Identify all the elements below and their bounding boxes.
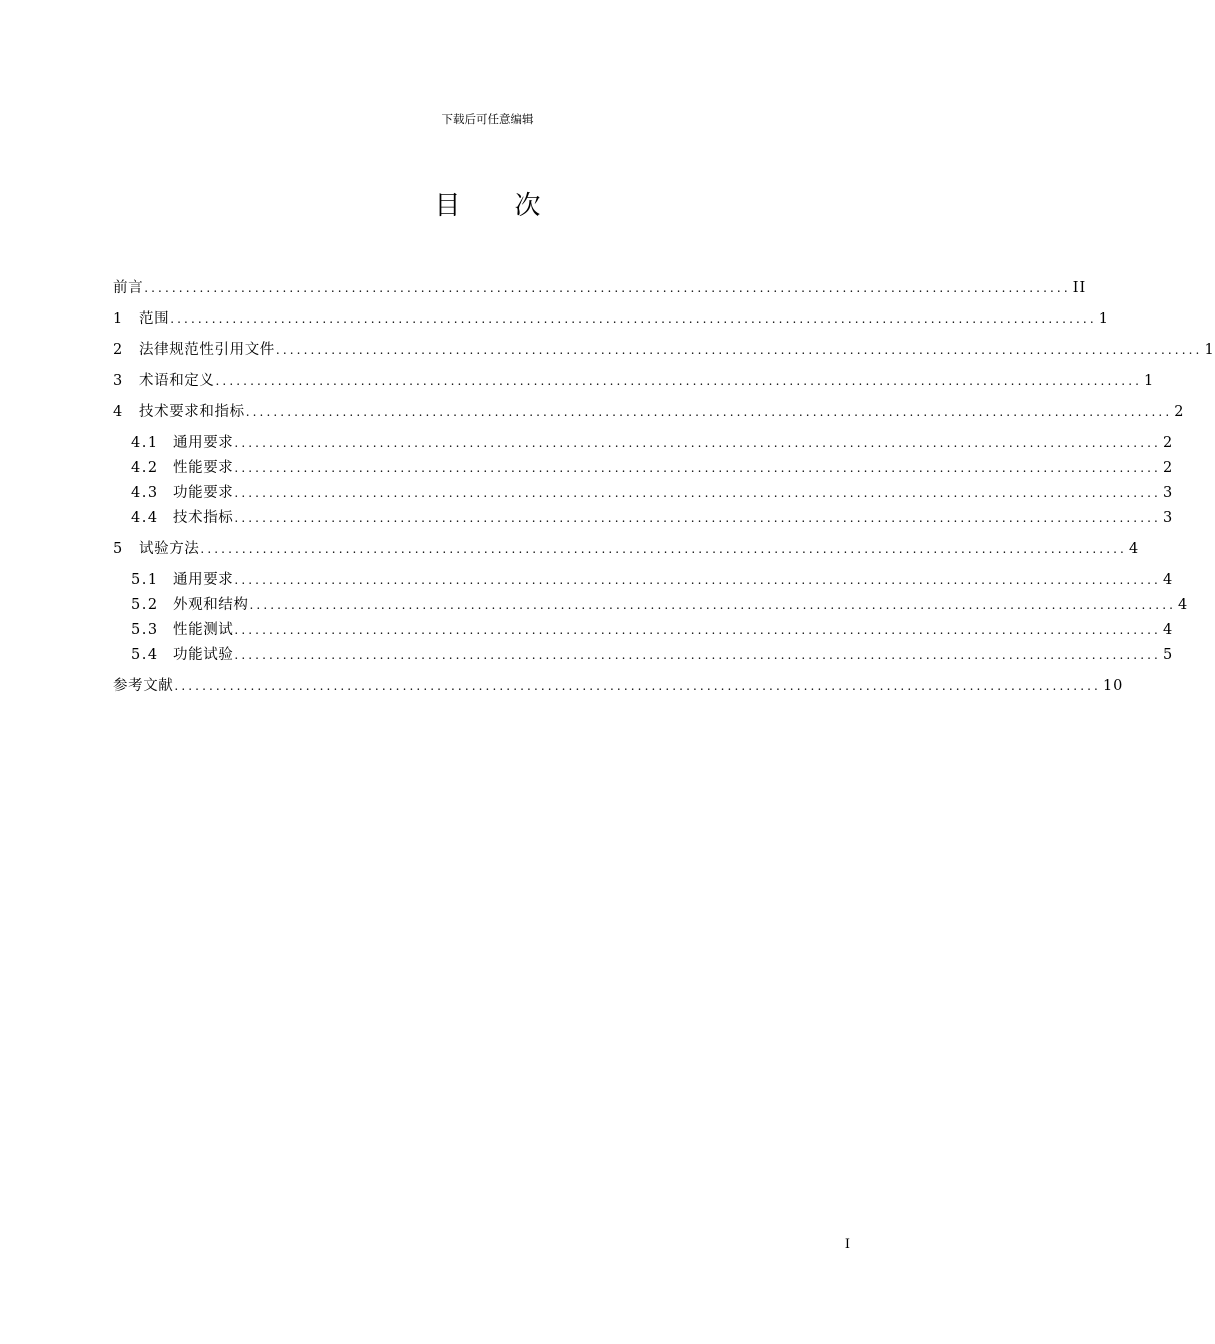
toc-entry-number: 5 xyxy=(113,541,124,557)
toc-entry-label: 性能测试 xyxy=(173,622,234,638)
toc-entry-number: 4.3 xyxy=(131,485,159,501)
toc-entry-label: 前言 xyxy=(113,280,144,296)
toc-entry-4-2[interactable] xyxy=(131,458,1174,478)
toc-entry-number: 1 xyxy=(113,311,124,327)
toc-entry-page: 3 xyxy=(1162,485,1174,501)
toc-leader-dots: ...................................................................................................................................... xyxy=(234,648,1161,662)
toc-entry-page: 1 xyxy=(1144,373,1155,389)
toc-entry-label: 功能试验 xyxy=(173,647,234,663)
toc-leader-dots: ...................................................................................................................................... xyxy=(234,461,1161,475)
toc-leader-dots: ...................................................................................................................................... xyxy=(249,598,1177,612)
toc-entry-4-4[interactable] xyxy=(131,508,1174,528)
toc-entry-label: 法律规范性引用文件 xyxy=(139,342,275,358)
toc-entry-label: 性能要求 xyxy=(173,460,234,476)
toc-entry-label: 通用要求 xyxy=(173,572,234,588)
toc-entry-number: 5.3 xyxy=(131,622,159,638)
toc-entry-page: 4 xyxy=(1178,597,1189,613)
toc-entry-page: 3 xyxy=(1162,510,1174,526)
toc-entry-label: 通用要求 xyxy=(173,435,234,451)
page-number: I xyxy=(844,1237,850,1252)
toc-entry-number: 4.2 xyxy=(131,460,159,476)
toc-leader-dots: ...................................................................................................................................... xyxy=(215,374,1143,388)
toc-entry-5-2[interactable] xyxy=(131,595,1189,615)
toc-leader-dots: ...................................................................................................................................... xyxy=(275,343,1203,357)
toc-entry-page: 4 xyxy=(1162,622,1174,638)
toc-entry-scope[interactable] xyxy=(113,309,1109,329)
header-note: 下载后可任意编辑 xyxy=(441,112,534,126)
toc-entry-page: 1 xyxy=(1204,342,1215,358)
toc-entry-label: 参考文献 xyxy=(113,678,174,694)
toc-entry-page: 4 xyxy=(1162,572,1174,588)
toc-leader-dots: ...................................................................................................................................... xyxy=(234,623,1161,637)
toc-title-char-2: 次 xyxy=(514,191,541,221)
toc-entry-label: 技术指标 xyxy=(173,510,234,526)
toc-entry-page: 2 xyxy=(1162,460,1174,476)
toc-leader-dots: ...................................................................................................................................... xyxy=(234,486,1161,500)
toc-title-char-1: 目 xyxy=(434,191,461,221)
toc-entry-number: 4.4 xyxy=(131,510,159,526)
toc-entry-label: 范围 xyxy=(139,311,170,327)
toc-entry-preface[interactable] xyxy=(113,278,1087,298)
toc-entry-number: 4 xyxy=(113,404,124,420)
toc-entry-page: 2 xyxy=(1174,404,1185,420)
toc-entry-page: 10 xyxy=(1102,678,1124,694)
toc-entry-5-4[interactable] xyxy=(131,645,1174,665)
toc-entry-terms-definitions[interactable] xyxy=(113,371,1155,391)
toc-leader-dots: ...................................................................................................................................... xyxy=(234,573,1161,587)
toc-leader-dots: ...................................................................................................................................... xyxy=(200,542,1127,556)
toc-entry-label: 外观和结构 xyxy=(173,597,249,613)
toc-leader-dots: ...................................................................................................................................... xyxy=(170,312,1097,326)
toc-entry-5-3[interactable] xyxy=(131,620,1174,640)
toc-entry-number: 4.1 xyxy=(131,435,159,451)
toc-entry-page: 4 xyxy=(1128,541,1140,557)
toc-entry-number: 2 xyxy=(113,342,124,358)
toc-entry-page: 5 xyxy=(1162,647,1174,663)
toc-entry-label: 功能要求 xyxy=(173,485,234,501)
toc-leader-dots: ...................................................................................................................................... xyxy=(144,281,1071,295)
toc-entry-number: 5.4 xyxy=(131,647,159,663)
toc-leader-dots: ...................................................................................................................................... xyxy=(234,511,1161,525)
toc-leader-dots: ...................................................................................................................................... xyxy=(234,436,1161,450)
toc-entry-label: 术语和定义 xyxy=(139,373,215,389)
toc-entry-label: 试验方法 xyxy=(139,541,200,557)
toc-entry-5-1[interactable] xyxy=(131,570,1174,590)
toc-entry-page: 1 xyxy=(1098,311,1109,327)
toc-entry-number: 5.1 xyxy=(131,572,159,588)
toc-leader-dots: ...................................................................................................................................... xyxy=(174,679,1101,693)
toc-entry-number: 3 xyxy=(113,373,124,389)
toc-entry-4-1[interactable] xyxy=(131,433,1174,453)
toc-entry-page: 2 xyxy=(1162,435,1174,451)
toc-entry-page: II xyxy=(1072,280,1087,296)
toc-entry-technical-requirements[interactable] xyxy=(113,402,1185,422)
toc-entry-label: 技术要求和指标 xyxy=(139,404,245,420)
toc-entry-4-3[interactable] xyxy=(131,483,1174,503)
toc-entry-number: 5.2 xyxy=(131,597,159,613)
toc-entry-normative-references[interactable] xyxy=(113,340,1215,360)
toc-entry-bibliography[interactable] xyxy=(113,676,1124,696)
toc-leader-dots: ...................................................................................................................................... xyxy=(245,405,1173,419)
toc-entry-test-methods[interactable] xyxy=(113,539,1140,559)
